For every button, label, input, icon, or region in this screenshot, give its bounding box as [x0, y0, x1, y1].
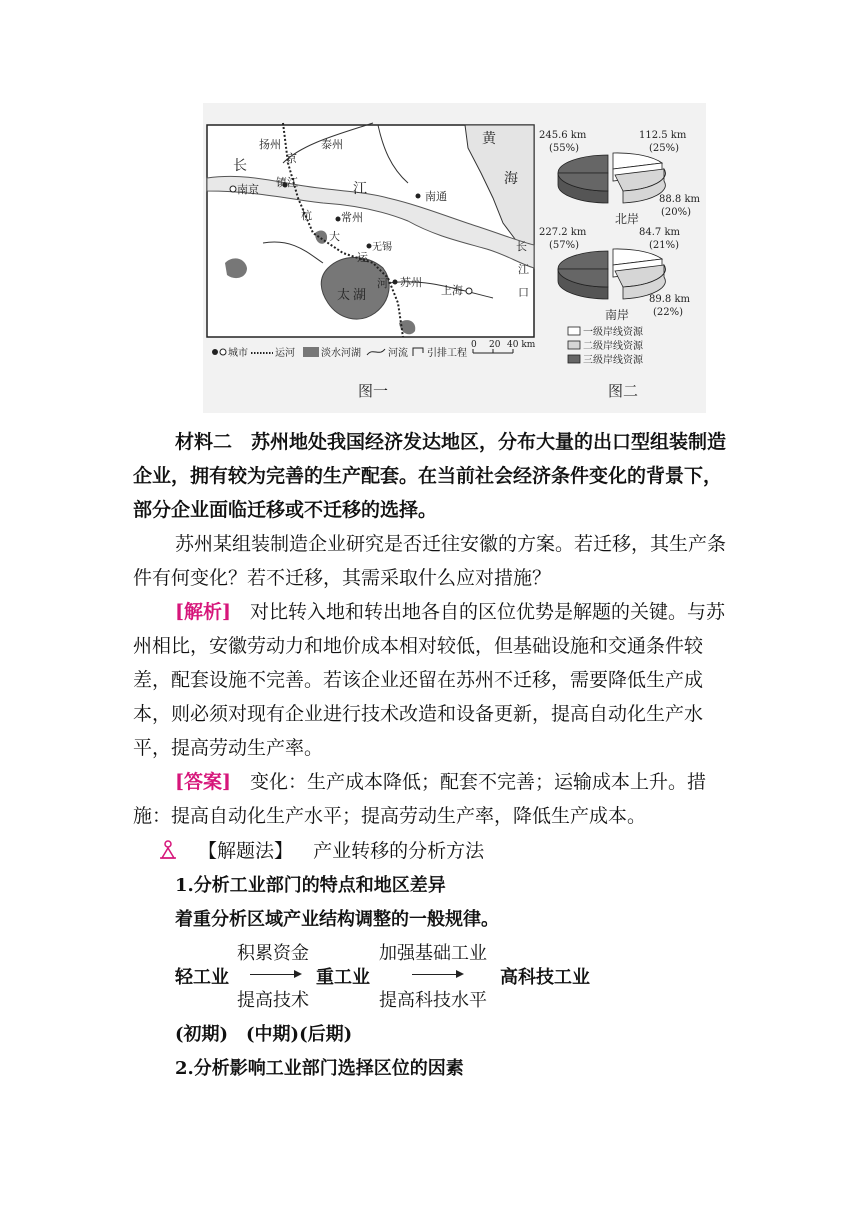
flow-stage1: 轻工业	[175, 967, 229, 988]
pie-legend-2: 二级岸线资源	[583, 341, 643, 352]
city-suzhou-marker	[393, 280, 398, 285]
legend-lake-swatch	[303, 347, 319, 357]
label-da: 大	[329, 230, 340, 243]
analysis-paragraph	[133, 595, 733, 765]
label-suzhou: 苏州	[400, 276, 422, 289]
pie-legend-swatch-3	[568, 355, 580, 363]
pie-legend-1: 一级岸线资源	[583, 327, 643, 338]
label-zhenjiang: 镇江	[276, 176, 298, 189]
legend-project-symbol	[413, 348, 423, 356]
label-nanjing: 南京	[237, 183, 259, 196]
south-l2-km: 89.8 km	[649, 294, 690, 305]
caption-map: 图一	[358, 382, 389, 400]
north-l3-km: 245.6 km	[539, 130, 587, 141]
south-label: 南岸	[605, 308, 630, 322]
label-hu: 湖	[353, 288, 367, 303]
label-estuary-chang: 长	[516, 240, 527, 253]
label-taizhou: 泰州	[321, 138, 343, 151]
city-nantong-marker	[416, 194, 421, 199]
north-l2-km: 88.8 km	[659, 194, 700, 205]
question-paragraph: 苏州某组装制造企业研究是否迁往安徽的方案。若迁移，其生产条件有何变化？若不迁移，其需采取什么应对措施？	[133, 533, 727, 589]
caption-pies: 图二	[608, 382, 639, 400]
label-nantong: 南通	[425, 190, 447, 203]
label-estuary-jiang: 江	[518, 263, 529, 276]
city-nanjing-marker	[230, 186, 236, 192]
city-wuxi-marker	[367, 244, 372, 249]
pie-south	[558, 249, 665, 299]
south-l2-pct: (22%)	[653, 307, 684, 318]
method-periods: (初期) (中期)(后期)	[175, 1024, 353, 1045]
method-subtitle: 产业转移的分析方法	[313, 840, 485, 862]
figure-svg	[203, 103, 706, 413]
flow-arrow2	[412, 974, 462, 975]
scale-40: 40 km	[507, 340, 536, 350]
city-shanghai-marker	[466, 288, 472, 294]
flow-stage3: 高科技工业	[500, 967, 590, 988]
legend-canal-label: 运河	[275, 348, 295, 359]
method-heading	[158, 836, 484, 863]
label-yun: 运	[357, 251, 368, 264]
south-l3-pct: (57%)	[549, 240, 580, 251]
answer-paragraph	[133, 765, 733, 833]
north-l2-pct: (20%)	[661, 207, 692, 218]
material2-title: 材料二	[175, 431, 233, 453]
answer-tag: [答案]	[175, 771, 231, 793]
label-jiang: 江	[353, 181, 367, 197]
pie-north-level3	[558, 155, 608, 173]
pie-legend-swatch-1	[568, 327, 580, 335]
material2-paragraph	[133, 425, 733, 527]
method-title: 【解题法】	[198, 840, 294, 862]
flow-arrow2-bottom: 提高科技水平	[379, 990, 487, 1011]
answer-text: 变化：生产成本降低；配套不完善；运输成本上升。措施：提高自动化生产水平；提高劳动生产率，降低生产成本。	[133, 771, 706, 827]
person-icon	[158, 840, 178, 860]
pie-legend-3: 三级岸线资源	[583, 355, 643, 366]
method-point1-text: 着重分析区域产业结构调整的一般规律。	[175, 909, 499, 930]
label-sea: 海	[504, 171, 518, 187]
label-jing: 京	[286, 152, 297, 165]
flow-arrow1-bottom: 提高技术	[237, 990, 309, 1011]
method-point1: 1.分析工业部门的特点和地区差异	[175, 875, 446, 896]
method-point2: 2.分析影响工业部门选择区位的因素	[175, 1058, 464, 1079]
label-hang: 杭	[301, 209, 312, 222]
flow-arrow2-top: 加强基础工业	[379, 943, 487, 964]
legend-river-label: 河流	[388, 348, 408, 359]
label-changzhou: 常州	[341, 211, 363, 224]
label-estuary-kou: 口	[518, 286, 529, 299]
legend-lake-label: 淡水河湖	[321, 348, 361, 359]
analysis-tag: [解析]	[175, 601, 231, 623]
figure	[203, 103, 706, 413]
analysis-text: 对比转入地和转出地各自的区位优势是解题的关键。与苏州相比，安徽劳动力和地价成本相对较低，但基础设施和交通条件较差，配套设施不完善。若该企业还留在苏州不迁移，需要降低生产成本，则必须对现有企业进行技术改造和设备更新，提高自动化生产水平，提高劳动生产率。	[133, 601, 725, 759]
scale-0: 0	[471, 340, 477, 350]
flow-stage2: 重工业	[316, 967, 370, 988]
label-shanghai: 上海	[441, 284, 463, 297]
pie-south-level3	[558, 251, 608, 269]
legend-city-circle	[220, 349, 226, 355]
flow-arrow1-top: 积累资金	[237, 943, 309, 964]
legend-city-dot	[212, 349, 218, 355]
south-l1-km: 84.7 km	[639, 227, 680, 238]
north-l1-pct: (25%)	[649, 143, 680, 154]
label-wuxi: 无锡	[372, 242, 392, 253]
label-he: 河	[377, 277, 388, 290]
city-changzhou-marker	[336, 217, 341, 222]
pie-legend-swatch-2	[568, 341, 580, 349]
flow-arrow1	[250, 974, 300, 975]
north-l1-km: 112.5 km	[639, 130, 687, 141]
pie-north	[558, 153, 665, 203]
south-l3-km: 227.2 km	[539, 227, 587, 238]
label-chang: 长	[233, 158, 247, 174]
south-l1-pct: (21%)	[649, 240, 680, 251]
north-label: 北岸	[615, 212, 640, 226]
label-yellow: 黄	[482, 131, 496, 147]
label-yangzhou: 扬州	[259, 138, 281, 151]
label-tai: 太	[337, 288, 351, 303]
material2-text: 苏州地处我国经济发达地区，分布大量的出口型组装制造企业，拥有较为完善的生产配套。在当前社会经济条件变化的背景下，部分企业面临迁移或不迁移的选择。	[133, 431, 727, 521]
scale-20: 20	[489, 340, 501, 350]
legend-project-label: 引排工程	[427, 348, 467, 359]
north-l3-pct: (55%)	[549, 143, 580, 154]
legend-river-line	[367, 349, 385, 355]
legend-city-label: 城市	[228, 348, 248, 359]
